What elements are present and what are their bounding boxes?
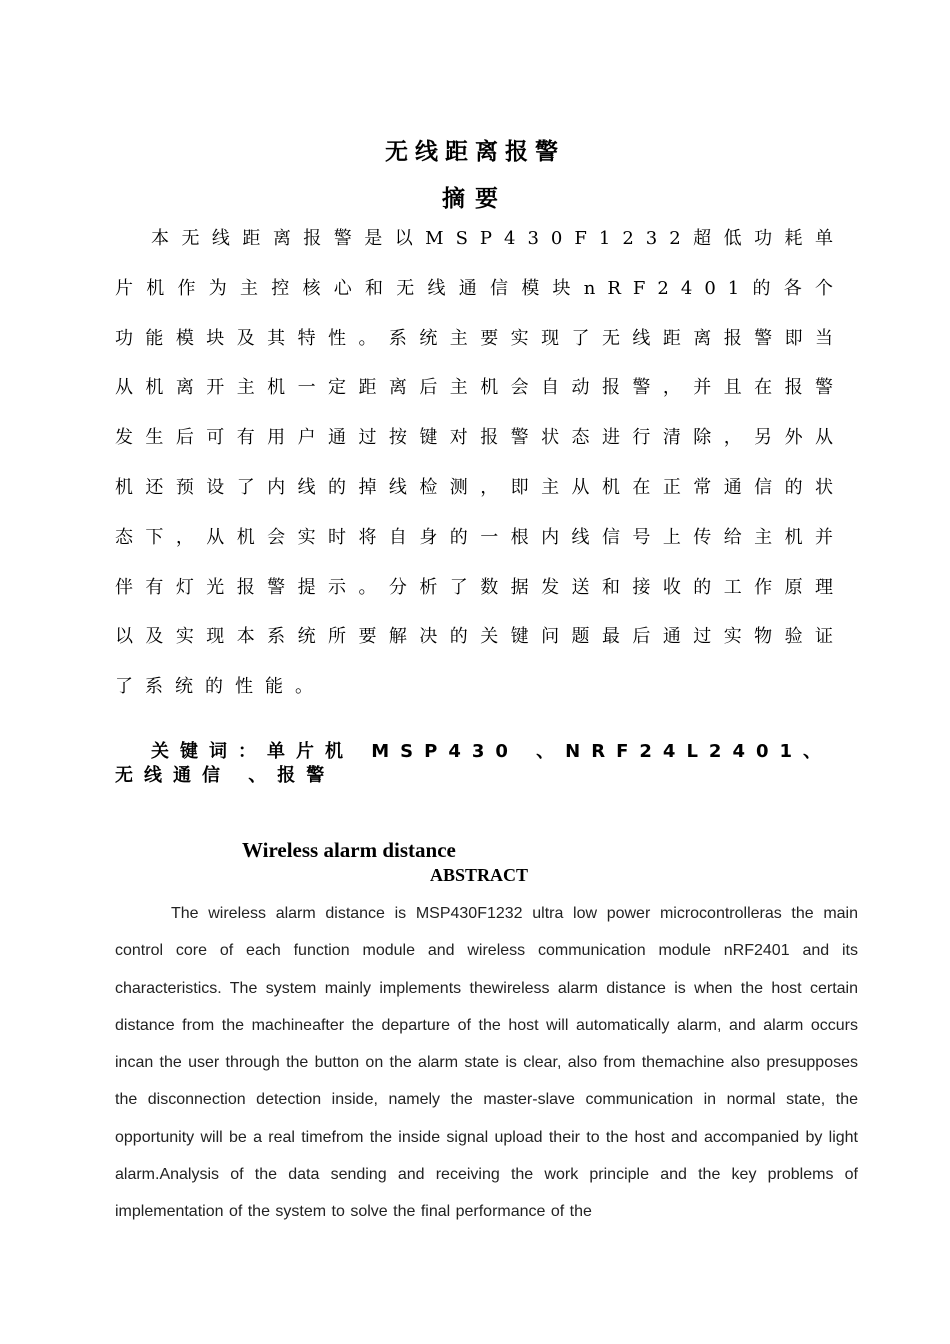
chinese-abstract-body: 本无线距离报警是以MSP430F1232超低功耗单片机作为主控核心和无线通信模块nRF2401的各个功能模块及其特性。系统主要实现了无线距离报警即当从机离开主机一定距离后主机会自动报警，并且在报警发生后可有用户通过按键对报警状态进行清除，另外从机还预设了内线的掉线检测，即主从机在正常通信的状态下，从机会实时将自身的一根内线信号上传给主机并伴有灯光报警提示。分析了数据发送和接收的工作原理以及实现本系统所要解决的关键问题最后通过实物验证了系统的性能。 (115, 228, 845, 698)
chinese-keywords: 关键词：单片机 MSP430 、NRF24L2401、无线通信 、报警 (115, 741, 833, 786)
english-title: Wireless alarm distance (242, 838, 456, 862)
chinese-abstract-heading: 摘要 (442, 186, 508, 212)
english-abstract-body: The wireless alarm distance is MSP430F1232 ultra low power microcontrolleras the main control core of each function module and wireless communication module nRF2401 and its characteristics. The system mainly implements thewireless alarm distance is when the host certain distance from the machineafter the departure of the host will automatically alarm, and alarm occurs incan the user through the button on the alarm state is clear, also from themachine also presupposes the disconnection detection inside, namely the master-slave communication in normal state, the opportunity will be a real timefrom the inside signal upload their to the host and accompanied by light alarm.Analysis of the data sending and receiving the work principle and the key problems of implementation of the system to solve the final performance of the (115, 905, 858, 1221)
english-abstract-heading: ABSTRACT (429, 865, 529, 885)
chinese-title: 无线距离报警 (385, 139, 565, 165)
